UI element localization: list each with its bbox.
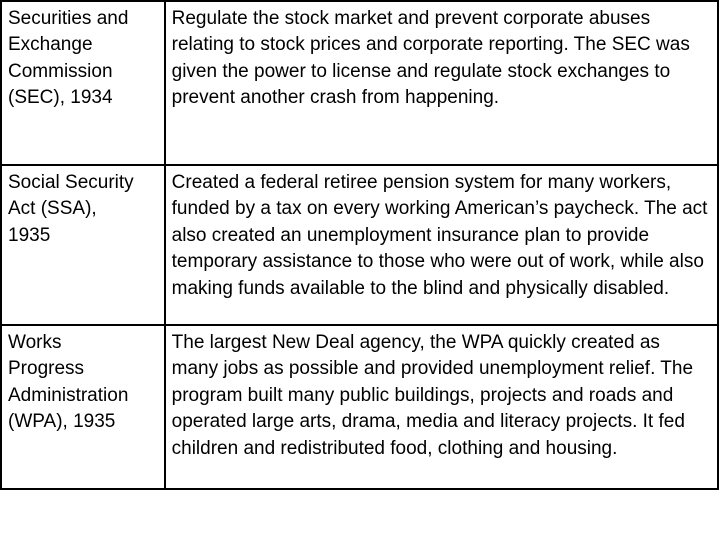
table-row-wpa: [1, 325, 718, 489]
term-cell: Securities and Exchange Commission (SEC), 1934: [1, 1, 165, 165]
table-row-sec: [1, 1, 718, 165]
description-cell: Created a federal retiree pension system for many workers, funded by a tax on every working American’s paycheck. The act also created an unemployment insurance plan to provide temporary assistance to those who were out of work, while also making funds available to the blind and physically disabled.: [165, 165, 718, 325]
term-cell: Social Security Act (SSA), 1935: [1, 165, 165, 325]
table-row-ssa: [1, 165, 718, 325]
description-cell: The largest New Deal agency, the WPA quickly created as many jobs as possible and provided unemployment relief. The program built many public buildings, projects and roads and operated large arts, drama, media and literacy projects. It fed children and redistributed food, clothing and housing.: [165, 325, 718, 489]
description-cell: Regulate the stock market and prevent corporate abuses relating to stock prices and corporate reporting. The SEC was given the power to license and regulate stock exchanges to prevent another crash from happening.: [165, 1, 718, 165]
term-cell: Works Progress Administration (WPA), 1935: [1, 325, 165, 489]
